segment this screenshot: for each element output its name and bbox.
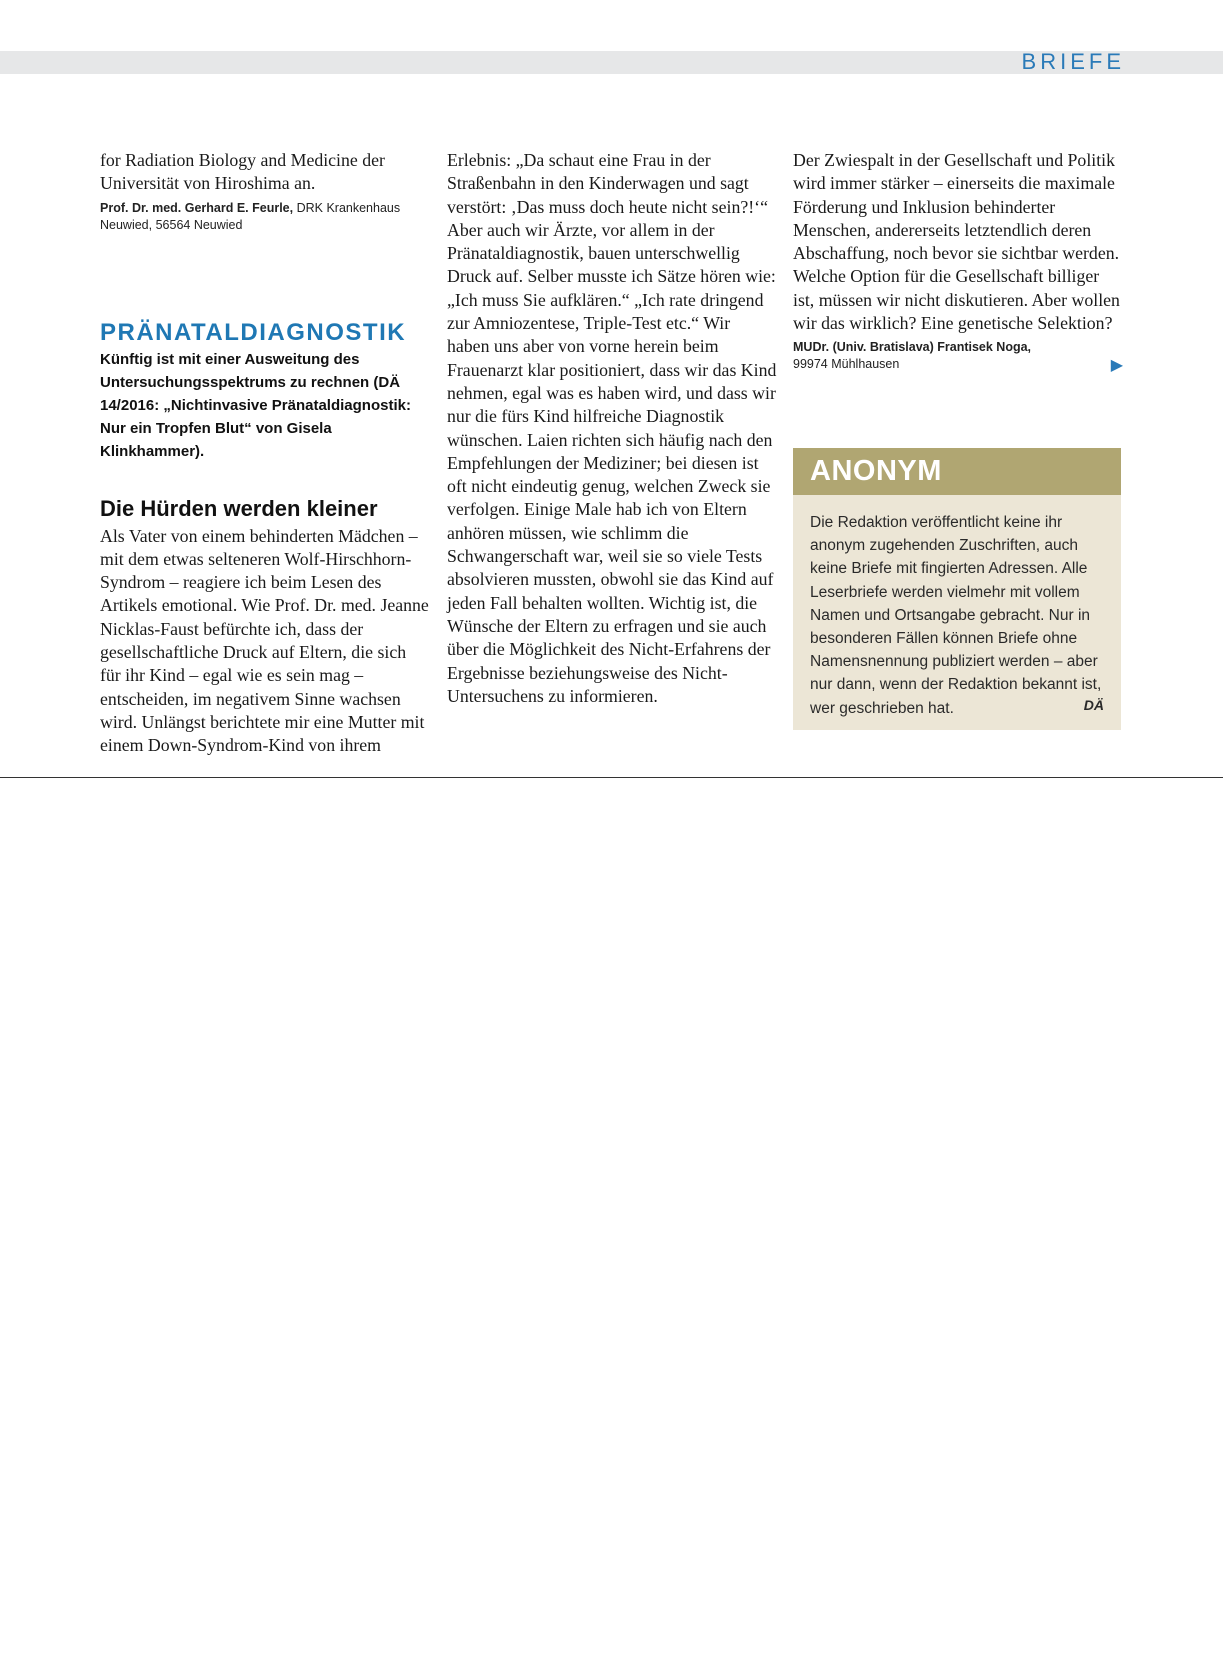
anonym-notice-box — [793, 448, 1121, 730]
box-signature: DÄ — [1083, 697, 1104, 713]
letter-body-part-1: Als Vater von einem behinderten Mädchen – mit dem etwas selteneren Wolf-Hirschhorn-Syndrom – reagiere ich beim Lesen des Artikels emotional. Wie Prof. Dr. med. Jeanne Nicklas-Faust befürchte ich, dass der gesellschaftliche Druck auf Eltern, die sich für ihr Kind – egal wie es sein mag – entscheiden, im negativem Sinne wachsen wird. Unlängst berichtete mir eine Mutter mit einem Down-Syndrom-Kind von ihrem — [100, 525, 429, 756]
bottom-divider — [0, 777, 1223, 778]
section-label: BRIEFE — [1021, 49, 1125, 74]
letter-signature — [793, 339, 1123, 373]
continue-arrow-icon: ▶ — [1110, 355, 1123, 375]
column-1 — [100, 149, 430, 758]
article-reference: Künftig ist mit einer Ausweitung des Untersuchungsspektrums zu rechnen (DÄ 14/2016: „Nichtinvasive Pränataldiagnostik: Nur ein Tropfen Blut“ von Gisela Klinkhammer). — [100, 350, 411, 460]
column-2 — [447, 149, 777, 708]
continued-text: for Radiation Biology and Medicine der Universität von Hiroshima an. — [100, 150, 385, 194]
letter-body-part-3: Der Zwiespalt in der Gesellschaft und Politik wird immer stärker – einerseits die maximale Förderung und Inklusion behinderter Menschen, andererseits letztendlich deren Abschaffung, noch bevor sie sichtbar werden. Welche Option für die Gesellschaft billiger ist, müssen wir nicht diskutieren. Aber wollen wir das wirklich? Eine genetische Selektion? — [793, 150, 1120, 334]
box-text: Die Redaktion veröffentlicht keine ihr anonym zugehenden Zuschriften, auch keine Briefe mit fingierten Adressen. Alle Leserbriefe werden vielmehr mit vollem Namen und Ortsangabe gebracht. Nur in besonderen Fällen können Briefe ohne Namensnennung publiziert werden – aber nur dann, wenn der Redaktion bekannt ist, wer geschrieben hat. — [810, 514, 1102, 717]
signature-name: Prof. Dr. med. Gerhard E. Feurle, — [100, 200, 294, 215]
letter-body-part-2: Erlebnis: „Da schaut eine Frau in der Straßenbahn in den Kinderwagen und sagt verstört: ‚Das muss doch heute nicht sein?!‘“ Aber auch wir Ärzte, vor allem in der Pränataldiagnostik, bauen unterschwellig Druck auf. Selber musste ich Sätze hören wie: „Ich muss Sie aufklären.“ „Ich rate dringend zur Amniozentese, Triple-Test etc.“ Wir haben uns aber von vorne herein beim Frauenarzt klar positioniert, dass wir das Kind nehmen, egal was es haben wird, und dass wir nur die fürs Kind hilfreiche Diagnostik wünschen. Laien richten sich häufig nach den Empfehlungen der Mediziner; bei diesen ist oft nicht eindeutig genug, welchen Zweck sie verfolgen. Einige Male hab ich von Eltern anhören müssen, wie schlimm die Schwangerschaft war, weil sie so viele Tests absolvieren mussten, obwohl sie das Kind auf jeden Fall behalten wollten. Wichtig ist, die Wünsche der Eltern zu erfragen und sie auch über die Möglichkeit des Nicht-Erfahrens der Ergebnisse beziehungsweise des Nicht-Untersuchens zu informieren. — [447, 150, 777, 706]
signature-place: DRK Krankenhaus Neuwied, 56564 Neuwied — [100, 200, 401, 232]
topic-heading: PRÄNATALDIAGNOSTIK — [100, 318, 407, 346]
signature-place: 99974 Mühlhausen — [793, 357, 900, 372]
previous-letter-signature — [100, 200, 430, 234]
box-title: ANONYM — [793, 448, 1121, 495]
signature-name: MUDr. (Univ. Bratislava) Frantisek Noga, — [793, 340, 1032, 355]
letter-headline: Die Hürden werden kleiner — [100, 495, 378, 521]
column-3 — [793, 149, 1123, 373]
